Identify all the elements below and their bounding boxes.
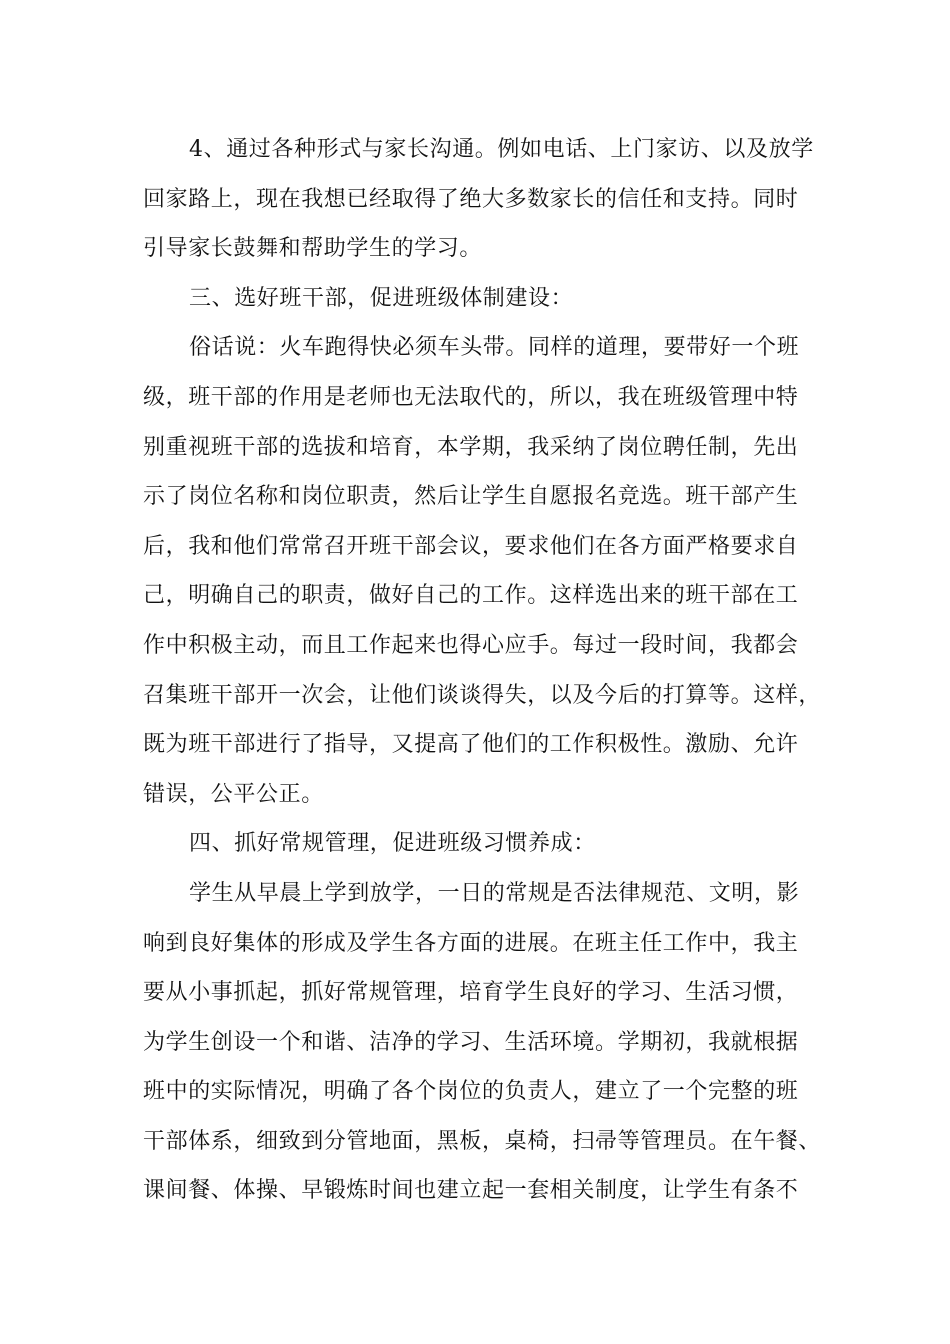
text-line: 干部体系，细致到分管地面，黑板，桌椅，扫帚等管理员。在午餐、 [143,1128,822,1154]
text-line: 后，我和他们常常召开班干部会议，要求他们在各方面严格要求自 [143,533,799,559]
text-line: 学生从早晨上学到放学，一日的常规是否法律规范、文明，影 [189,880,800,906]
text-line: 响到良好集体的形成及学生各方面的进展。在班主任工作中，我主 [143,930,799,956]
text-line: 别重视班干部的选拔和培育，本学期，我采纳了岗位聘任制，先出 [143,434,799,460]
text-line: 示了岗位名称和岗位职责，然后让学生自愿报名竞选。班干部产生 [143,484,799,510]
text-line: 要从小事抓起，抓好常规管理，培育学生良好的学习、生活习惯， [143,980,799,1006]
text-line: 俗话说：火车跑得快必须车头带。同样的道理，要带好一个班 [189,335,800,361]
document-body [143,125,827,1216]
text-line: 级，班干部的作用是老师也无法取代的，所以，我在班级管理中特 [143,384,799,410]
text-line: 己，明确自己的职责，做好自己的工作。这样选出来的班干部在工 [143,583,799,609]
text-line: 班中的实际情况，明确了各个岗位的负责人，建立了一个完整的班 [143,1079,799,1105]
text-line: 4、通过各种形式与家长沟通。例如电话、上门家访、以及放学 [189,137,814,162]
text-line: 回家路上，现在我想已经取得了绝大多数家长的信任和支持。同时 [143,186,799,212]
text-line: 召集班干部开一次会，让他们谈谈得失，以及今后的打算等。这样， [143,682,822,708]
text-line: 课间餐、体操、早锻炼时间也建立起一套相关制度，让学生有条不 [143,1178,799,1204]
section-heading: 四、抓好常规管理，促进班级习惯养成： [189,831,596,857]
text-line: 为学生创设一个和谐、洁净的学习、生活环境。学期初，我就根据 [143,1029,799,1055]
text-line: 引导家长鼓舞和帮助学生的学习。 [143,236,483,262]
text-line: 错误，公平公正。 [143,781,324,807]
section-heading: 三、选好班干部，促进班级体制建设： [189,285,574,311]
text-line: 作中积极主动，而且工作起来也得心应手。每过一段时间，我都会 [143,632,799,658]
text-line: 既为班干部进行了指导，又提高了他们的工作积极性。激励、允许 [143,732,799,758]
